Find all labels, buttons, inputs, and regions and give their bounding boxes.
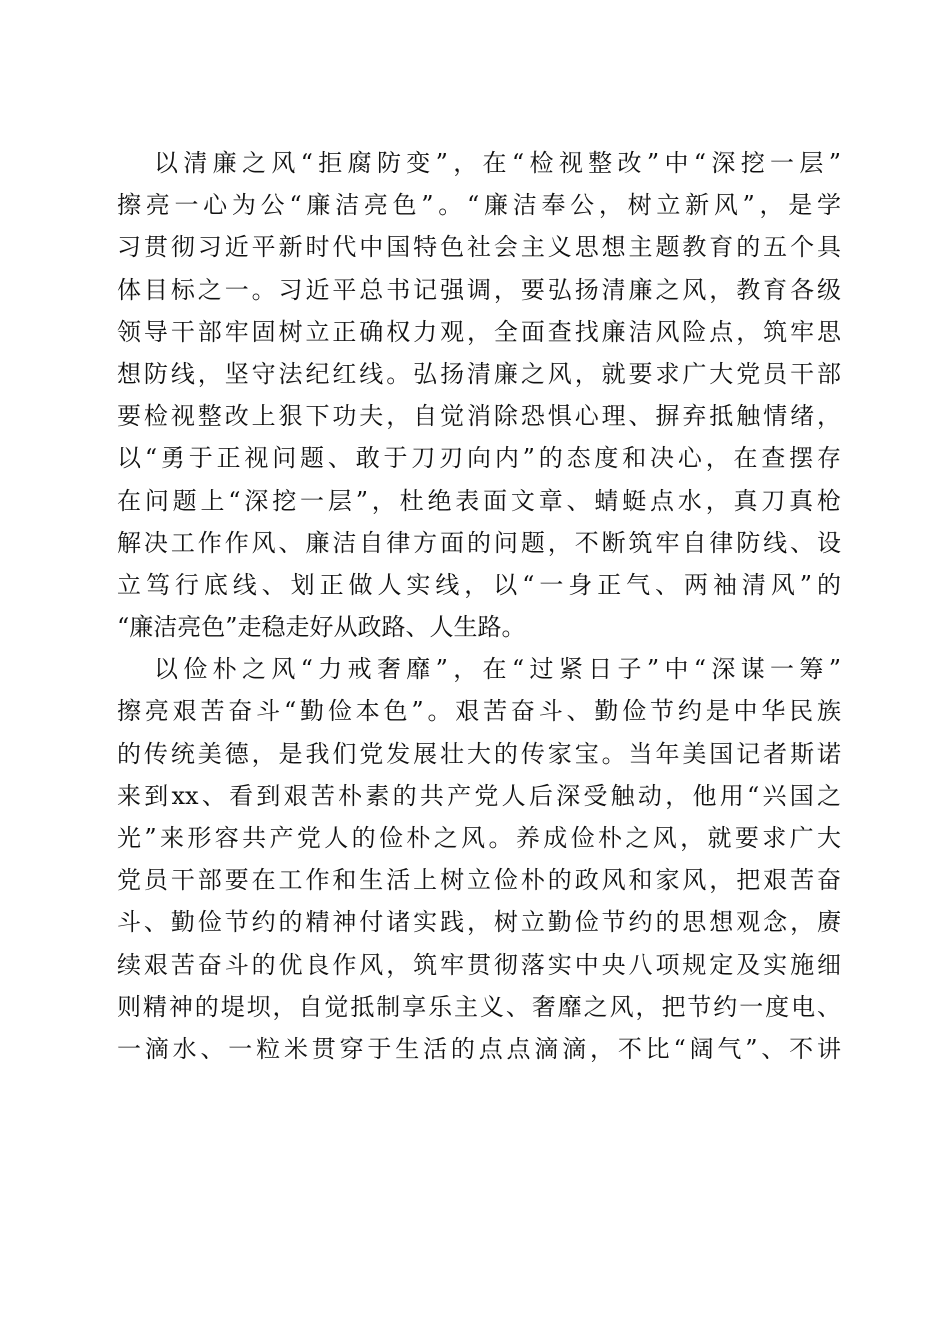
paragraph-line: 体目标之一。习近平总书记强调，要弘扬清廉之风，教育各级 (117, 275, 841, 304)
paragraph-line: 想防线，坚守法纪红线。弘扬清廉之风，就要求广大党员干部 (117, 359, 841, 388)
paragraph-line: 续艰苦奋斗的优良作风，筑牢贯彻落实中央八项规定及实施细 (117, 950, 841, 979)
paragraph-2 (117, 648, 841, 1070)
paragraph-line: 则精神的堤坝，自觉抵制享乐主义、奢靡之风，把节约一度电、 (117, 992, 841, 1021)
paragraph-line: 以清廉之风“拒腐防变”，在“检视整改”中“深挖一层” (154, 149, 841, 177)
paragraph-line: 擦亮一心为公“廉洁亮色”。“廉洁奉公，树立新风”，是学 (117, 191, 841, 220)
paragraph-line: 习贯彻习近平新时代中国特色社会主义思想主题教育的五个具 (117, 233, 841, 262)
paragraph-line: 以俭朴之风“力戒奢靡”，在“过紧日子”中“深谋一筹” (154, 655, 841, 684)
paragraph-line: 立笃行底线、划正做人实线，以“一身正气、两袖清风”的 (117, 570, 841, 599)
paragraph-line: 的传统美德，是我们党发展壮大的传家宝。当年美国记者斯诺 (117, 739, 841, 768)
paragraph-line: 以“勇于正视问题、敢于刀刃向内”的态度和决心，在查摆存 (117, 444, 841, 473)
paragraph-line: 领导干部牢固树立正确权力观，全面查找廉洁风险点，筑牢思 (117, 317, 841, 346)
paragraph-line: 一滴水、一粒米贯穿于生活的点点滴滴，不比“阔气”、不讲 (117, 1034, 841, 1063)
paragraph-line: 在问题上“深挖一层”，杜绝表面文章、蜻蜓点水，真刀真枪 (117, 486, 841, 515)
paragraph-line: 光”来形容共产党人的俭朴之风。养成俭朴之风，就要求广大 (117, 824, 841, 852)
document-body (117, 142, 841, 1070)
paragraph-line: 党员干部要在工作和生活上树立俭朴的政风和家风，把艰苦奋 (117, 866, 841, 895)
paragraph-line: “廉洁亮色”走稳走好从政路、人生路。 (117, 613, 526, 642)
paragraph-line: 要检视整改上狠下功夫，自觉消除恐惧心理、摒弃抵触情绪， (117, 402, 841, 431)
paragraph-line: 来到xx、看到艰苦朴素的共产党人后深受触动，他用“兴国之 (117, 781, 841, 810)
paragraph-line: 擦亮艰苦奋斗“勤俭本色”。艰苦奋斗、勤俭节约是中华民族 (117, 697, 841, 726)
paragraph-line: 斗、勤俭节约的精神付诸实践，树立勤俭节约的思想观念，赓 (117, 908, 841, 937)
paragraph-1 (117, 142, 841, 648)
paragraph-line: 解决工作作风、廉洁自律方面的问题，不断筑牢自律防线、设 (117, 528, 841, 557)
